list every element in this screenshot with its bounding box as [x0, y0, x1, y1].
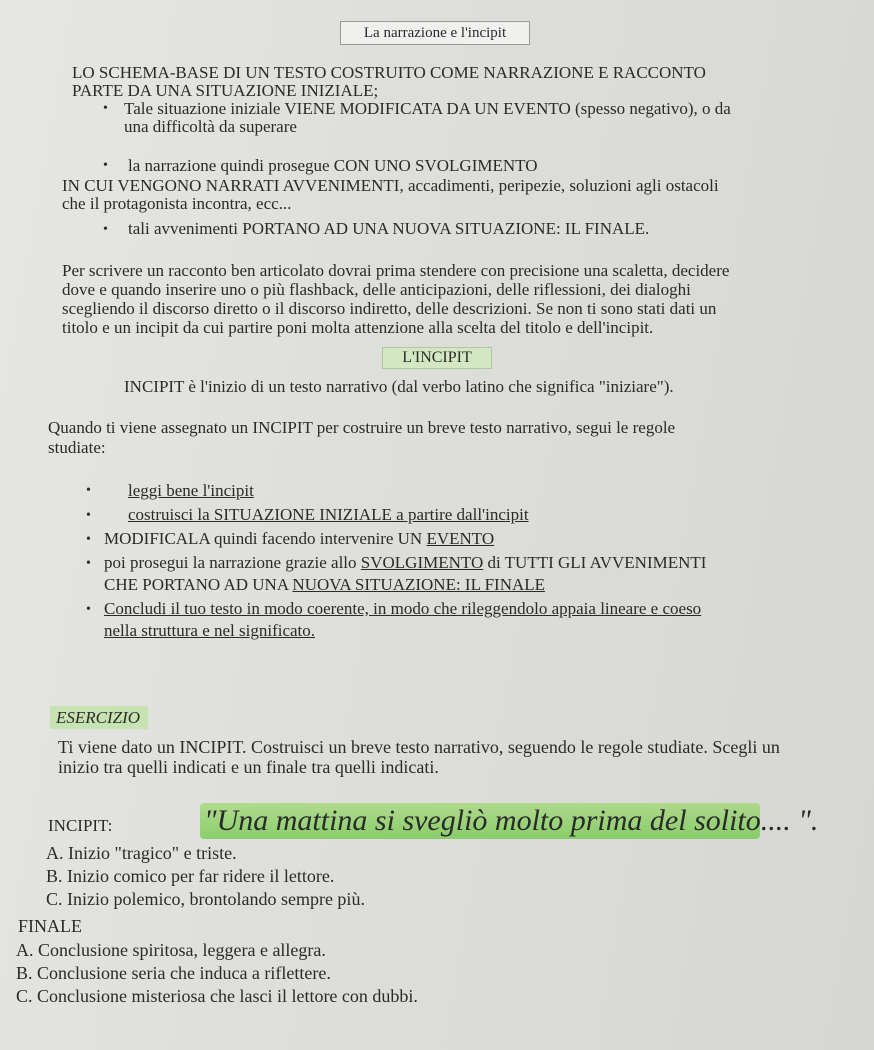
exercise-line-2: inizio tra quelli indicati e un finale tra quelli indicati.: [58, 757, 439, 777]
bullet-icon: •: [86, 483, 91, 498]
rule-4-svolgimento: SVOLGIMENTO: [360, 553, 484, 572]
bullet-icon: •: [86, 602, 91, 617]
bullet-icon: •: [86, 532, 91, 547]
finale-label: FINALE: [18, 916, 82, 936]
rule-4-line-2: [104, 575, 545, 595]
rule-5-line-1: Concludi il tuo testo in modo coerente, in modo che rileggendolo appaia lineare e coeso: [104, 599, 702, 618]
schema-heading-1: LO SCHEMA-BASE DI UN TESTO COSTRUITO COME NARRAZIONE E RACCONTO: [72, 63, 706, 82]
bullet-icon: •: [103, 101, 108, 116]
schema-bullet-3: tali avvenimenti PORTANO AD UNA NUOVA SITUAZIONE: IL FINALE.: [128, 219, 650, 238]
rule-4-text-a: poi prosegui la narrazione grazie allo: [104, 553, 361, 572]
paragraph-line-1: Per scrivere un racconto ben articolato dovrai prima stendere con precisione una scaletta, decidere: [62, 261, 730, 280]
paragraph-line-4: titolo e un incipit da cui partire poni molta attenzione alla scelta del titolo e dell'incipit.: [62, 318, 654, 337]
ending-option-c: C. Conclusione misteriosa che lasci il lettore con dubbi.: [16, 986, 418, 1006]
incipit-definition: INCIPIT è l'inizio di un testo narrativo (dal verbo latino che significa "iniziare").: [124, 377, 674, 396]
rule-2: costruisci la SITUAZIONE INIZIALE a partire dall'incipit: [128, 505, 529, 524]
rule-4-finale: NUOVA SITUAZIONE: IL FINALE: [292, 575, 546, 594]
incipit-label: INCIPIT:: [48, 816, 113, 835]
schema-bullet-1-line-2: una difficoltà da superare: [124, 117, 297, 136]
rule-1: leggi bene l'incipit: [128, 481, 254, 500]
paragraph-line-3: scegliendo il discorso diretto o il discorso indiretto, delle descrizioni. Se non ti sono stati dati un: [62, 299, 717, 318]
rule-5-line-2: nella struttura e nel significato.: [104, 621, 316, 640]
ending-option-a: A. Conclusione spiritosa, leggera e allegra.: [16, 940, 326, 960]
bullet-icon: •: [86, 508, 91, 523]
rule-4-text-c: di TUTTI GLI AVVENIMENTI: [483, 553, 707, 572]
page-title: La narrazione e l'incipit: [340, 21, 530, 45]
incipit-heading: L'INCIPIT: [382, 347, 492, 369]
rule-4-text-d: CHE PORTANO AD UNA: [104, 575, 293, 594]
start-option-a: A. Inizio "tragico" e triste.: [46, 843, 237, 863]
bullet-icon: •: [86, 556, 91, 571]
exercise-line-1: Ti viene dato un INCIPIT. Costruisci un breve testo narrativo, seguendo le regole studiate. Scegli un: [58, 737, 780, 757]
rule-3-evento: EVENTO: [426, 529, 495, 548]
rule-3-text: MODIFICALA quindi facendo intervenire UN: [104, 529, 427, 548]
schema-bullet-2-line-3: che il protagonista incontra, ecc...: [62, 194, 292, 213]
bullet-icon: •: [103, 158, 108, 173]
rule-3: [104, 529, 494, 549]
paragraph-line-2: dove e quando inserire uno o più flashback, delle anticipazioni, delle riflessioni, dei dialoghi: [62, 280, 691, 299]
schema-bullet-1-line-1: Tale situazione iniziale VIENE MODIFICATA DA UN EVENTO (spesso negativo), o da: [124, 99, 731, 118]
bullet-icon: •: [103, 222, 108, 237]
start-option-c: C. Inizio polemico, brontolando sempre più.: [46, 889, 365, 909]
rule-4-line-1: [104, 553, 706, 573]
incipit-intro-line-2: studiate:: [48, 438, 106, 457]
schema-bullet-2-line-1: la narrazione quindi prosegue CON UNO SVOLGIMENTO: [128, 156, 538, 175]
incipit-intro-line-1: Quando ti viene assegnato un INCIPIT per costruire un breve testo narrativo, segui le regole: [48, 418, 676, 437]
ending-option-b: B. Conclusione seria che induca a riflettere.: [16, 963, 331, 983]
incipit-quote: "Una mattina si svegliò molto prima del solito.... ".: [204, 804, 819, 837]
exercise-label: ESERCIZIO: [50, 706, 148, 729]
schema-heading-2: PARTE DA UNA SITUAZIONE INIZIALE;: [72, 81, 379, 100]
start-option-b: B. Inizio comico per far ridere il lettore.: [46, 866, 335, 886]
schema-bullet-2-line-2: IN CUI VENGONO NARRATI AVVENIMENTI, accadimenti, peripezie, soluzioni agli ostacoli: [62, 176, 719, 195]
